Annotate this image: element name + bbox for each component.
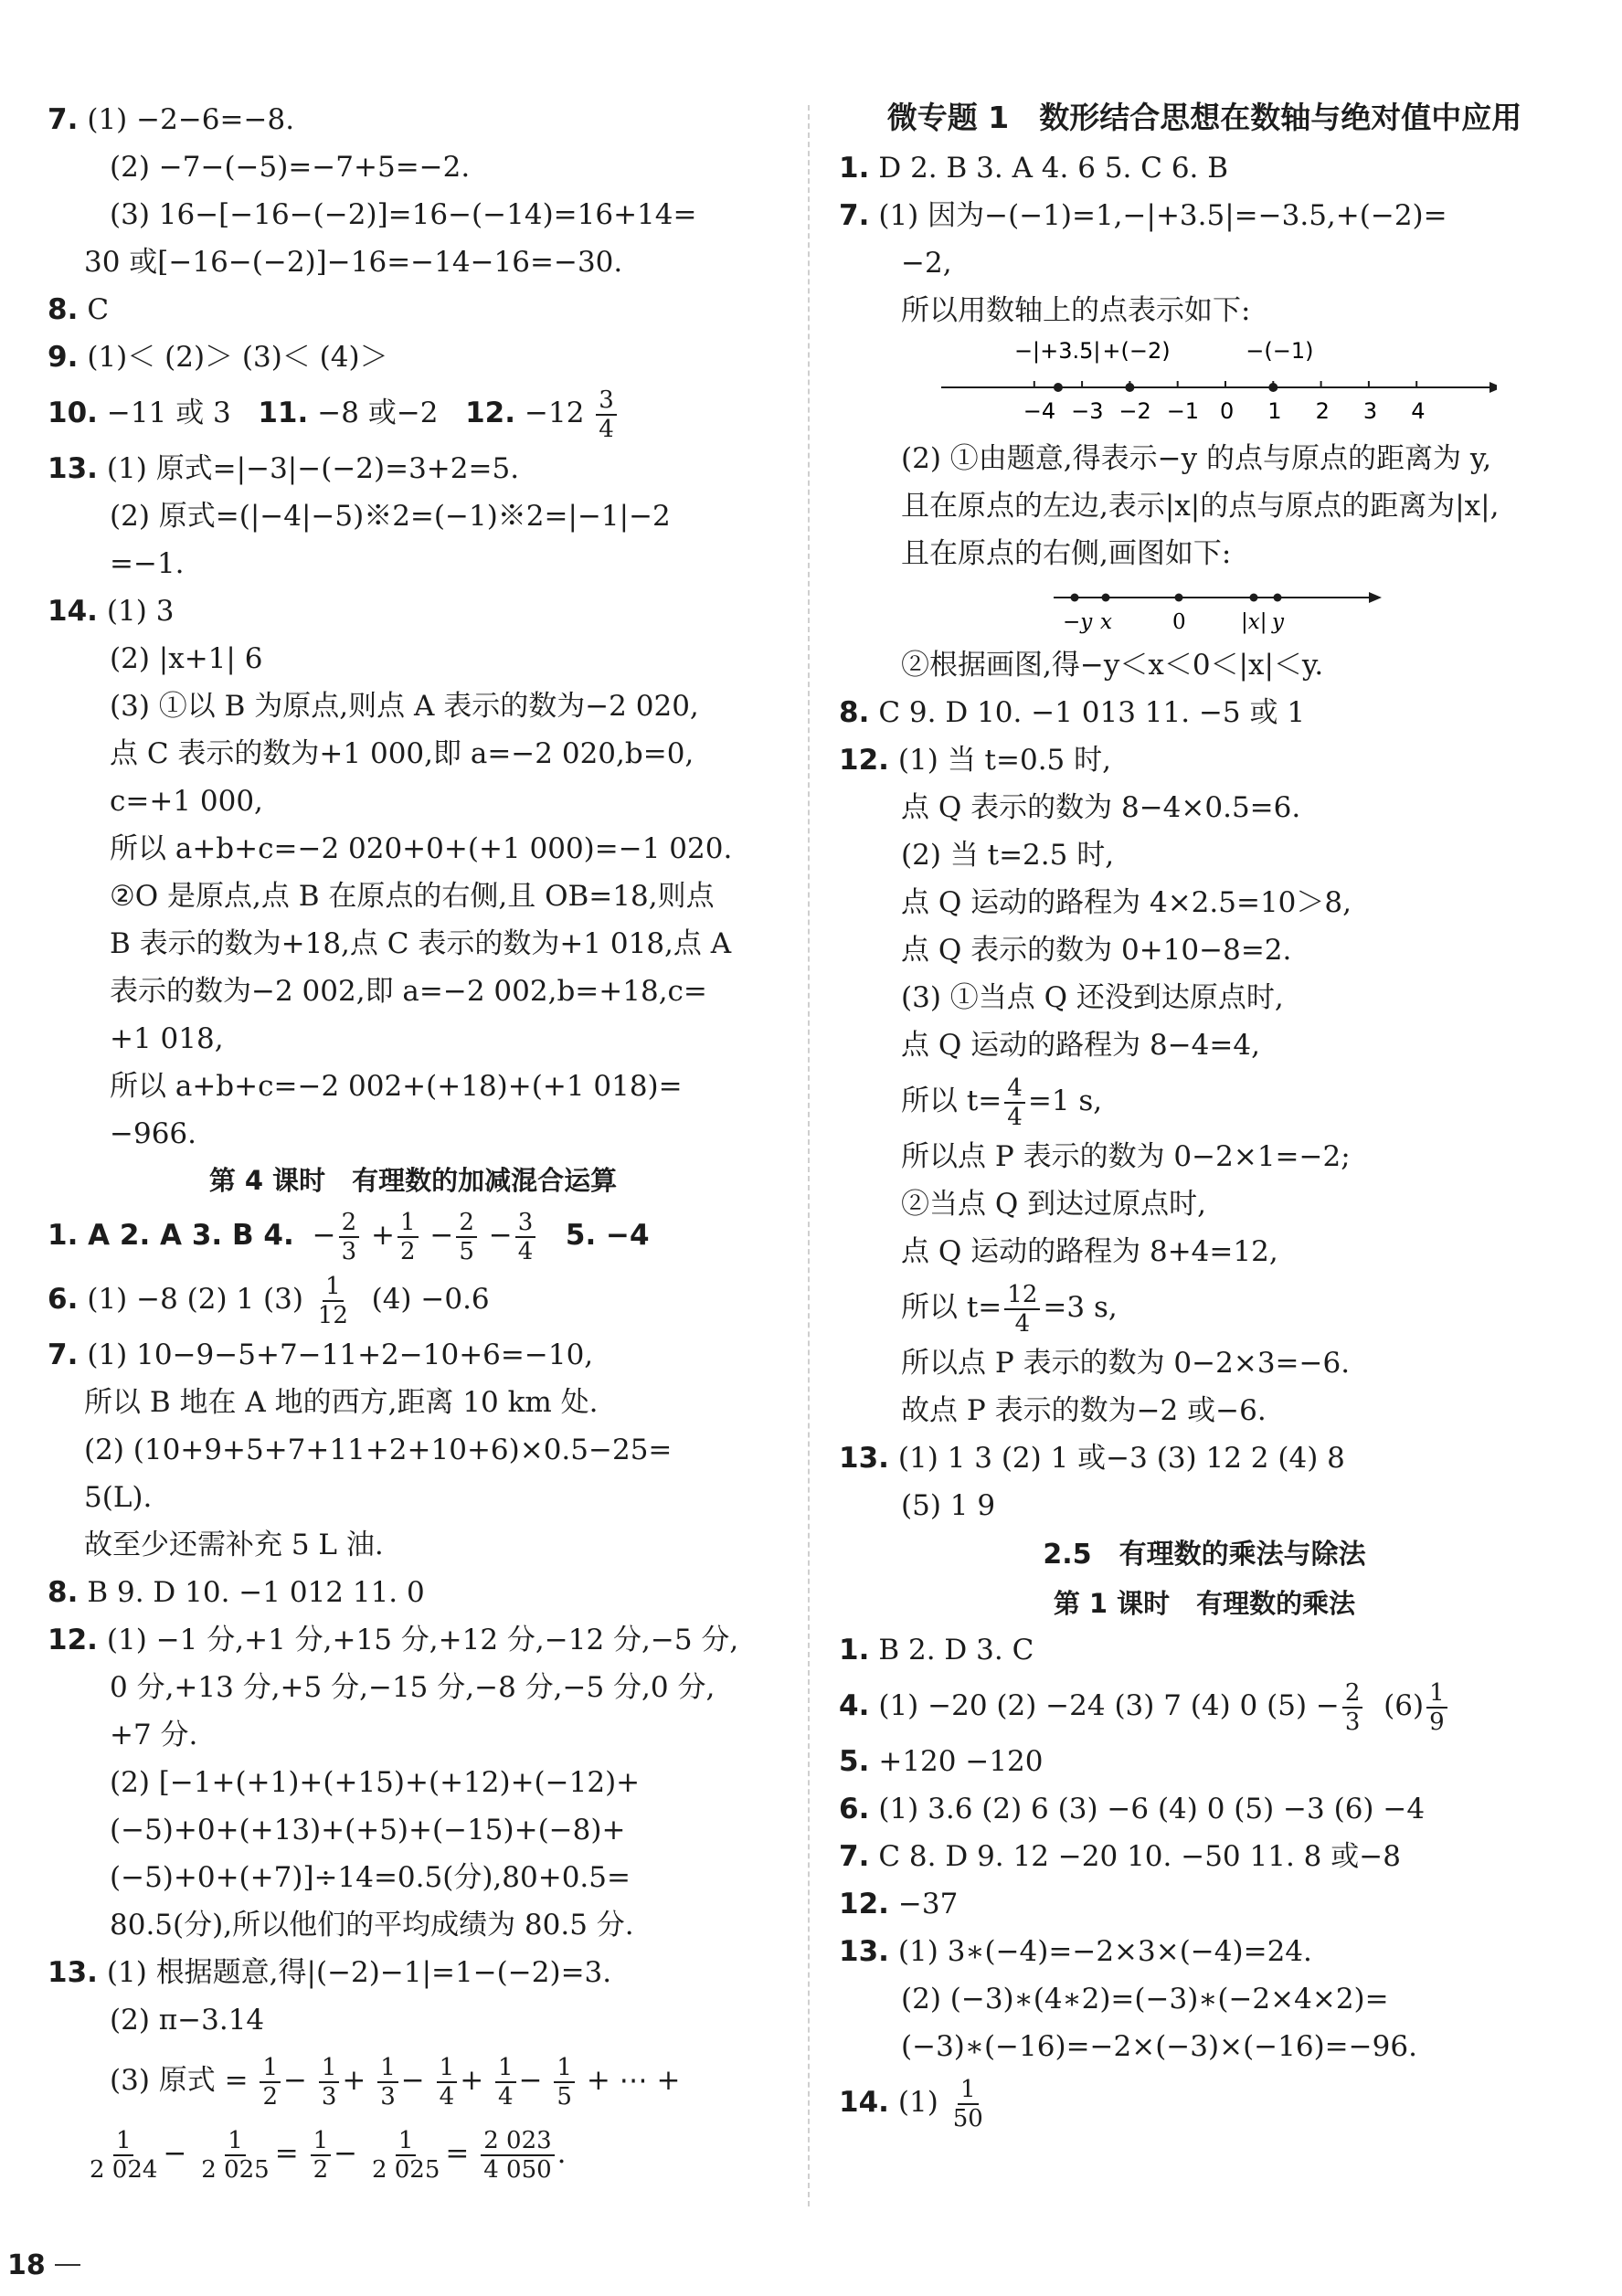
answer-line: 9. (1)＜ (2)＞ (3)＜ (4)＞ <box>48 341 388 374</box>
answer-line: 4. (1) −20 (2) −24 (3) 7 (4) 0 (5) − $\frac{2}{3}$ (6) $\frac{1}{9}$ <box>839 1674 1570 1738</box>
nl1-label: −(−1) <box>1246 338 1314 364</box>
answer-line: (2) (10+9+5+7+11+2+10+6)×0.5−25= <box>84 1434 673 1466</box>
section-heading: 第 4 课时 有理数的加减混合运算 <box>208 1165 618 1196</box>
answer-line: 点 Q 运动的路程为 4×2.5=10＞8, <box>901 886 1352 919</box>
answer-line: (3) ①以 B 为原点,则点 A 表示的数为−2 020, <box>110 690 699 723</box>
answer-line: +7 分. <box>110 1719 198 1751</box>
answer-line: (−3)∗(−16)=−2×(−3)×(−16)=−96. <box>901 2030 1417 2063</box>
answer-line: (3) ①当点 Q 还没到达原点时, <box>901 981 1284 1014</box>
answer-line: (2) ①由题意,得表示−y 的点与原点的距离为 y, <box>901 442 1492 475</box>
answer-line: c=+1 000, <box>110 785 263 818</box>
answer-line: (2) |x+1| 6 <box>110 642 263 675</box>
answer-line: 所以 a+b+c=−2 020+0+(+1 000)=−1 020. <box>110 832 733 865</box>
answer-line: $\frac{1}{2 024}$ − $\frac{1}{2 025}$ = $\frac{1}{2}$ − $\frac{1}{2 025}$ = $\frac{2 023}{4 050}$ . <box>90 2126 567 2184</box>
answer-line: 点 Q 运动的路程为 8+4=12, <box>901 1235 1278 1268</box>
answer-line: 点 C 表示的数为+1 000,即 a=−2 020,b=0, <box>110 737 694 770</box>
answer-line: ②根据画图,得−y＜x＜0＜|x|＜y. <box>901 649 1324 682</box>
nl1-label: −|+3.5| <box>1013 338 1101 364</box>
answer-line: 8. C <box>48 293 110 326</box>
answer-line: 点 Q 表示的数为 0+10−8=2. <box>901 934 1292 967</box>
answer-line: 8. B 9. D 10. −1 012 11. 0 <box>48 1576 425 1609</box>
answer-line: ②当点 Q 到达过原点时, <box>901 1188 1206 1221</box>
answer-line: (2) [−1+(+1)+(+15)+(+12)+(−12)+ <box>110 1766 641 1799</box>
answer-line: (−5)+0+(+13)+(+5)+(−15)+(−8)+ <box>110 1814 626 1846</box>
nl1-tick-label: −4 <box>1023 398 1056 424</box>
nl2-label: −y <box>1063 610 1093 634</box>
answer-line: −2, <box>901 247 952 280</box>
nl1-tick-label: −3 <box>1071 398 1104 424</box>
answer-line: ②O 是原点,点 B 在原点的右侧,且 OB=18,则点 <box>110 880 715 913</box>
answer-line: 且在原点的左边,表示|x|的点与原点的距离为|x|, <box>901 490 1500 523</box>
answer-line: 所以点 P 表示的数为 0−2×1=−2; <box>901 1140 1351 1173</box>
right-column <box>839 91 1570 2134</box>
answer-line: 5. +120 −120 <box>839 1745 1044 1778</box>
section-subheading: 第 1 课时 有理数的乘法 <box>1053 1588 1356 1619</box>
answer-line: 14. (1) $\frac{1}{50}$ <box>839 2075 983 2132</box>
answer-line: B 表示的数为+18,点 C 表示的数为+1 018,点 A <box>110 927 732 960</box>
section-title: 微专题 1 数形结合思想在数轴与绝对值中应用 <box>886 100 1522 135</box>
answer-line: 12. −37 <box>839 1888 959 1920</box>
point-plus-neg2 <box>1125 383 1134 392</box>
answer-line: 12. (1) −1 分,+1 分,+15 分,+12 分,−12 分,−5 分, <box>48 1624 739 1656</box>
answer-line: 所以 a+b+c=−2 002+(+18)+(+1 018)= <box>110 1070 683 1103</box>
answer-line: =−1. <box>110 547 185 580</box>
answer-line: 30 或[−16−(−2)]−16=−14−16=−30. <box>84 246 623 279</box>
answer-line: 故点 P 表示的数为−2 或−6. <box>901 1394 1267 1427</box>
answer-line: 10. −11 或 3 11. −8 或−2 12. −12 $\frac{3}{4}$ <box>48 381 779 445</box>
nl1-tick-label: 2 <box>1315 398 1330 424</box>
answer-line: 6. (1) 3.6 (2) 6 (3) −6 (4) 0 (5) −3 (6) −4 <box>839 1793 1426 1825</box>
page-number: 18 <box>7 2249 46 2281</box>
answer-line: 6. (1) −8 (2) 1 (3) $\frac{1}{12}$ (4) −0.6 <box>48 1272 490 1329</box>
answer-line: 1. D 2. B 3. A 4. 6 5. C 6. B <box>839 152 1229 185</box>
nl2-label: y <box>1272 610 1284 634</box>
nl1-tick-label: 0 <box>1220 398 1235 424</box>
number-line-2 <box>839 577 1570 641</box>
answer-line: 80.5(分),所以他们的平均成绩为 80.5 分. <box>110 1909 634 1942</box>
answer-line: (2) 原式=(|−4|−5)※2=(−1)※2=|−1|−2 <box>110 500 671 533</box>
answer-line: (2) (−3)∗(4∗2)=(−3)∗(−2×4×2)= <box>901 1983 1389 2016</box>
answer-line: +1 018, <box>110 1022 224 1055</box>
answer-line: 7. (1) −2−6=−8. <box>48 103 295 136</box>
answer-line: (3) 原式 = $\frac{1}{2}$ − $\frac{1}{3}$ + $\frac{1}{3}$ − $\frac{1}{4}$ + $\frac{1}{4}$ − $\frac{1}{5}$ + ⋯ + <box>110 2053 681 2111</box>
answer-line: (−5)+0+(+7)]÷14=0.5(分),80+0.5= <box>110 1861 631 1894</box>
nl1-tick-label: 1 <box>1267 398 1282 424</box>
answer-line: 7. (1) 10−9−5+7−11+2−10+6=−10, <box>48 1338 594 1371</box>
answer-line: 8. C 9. D 10. −1 013 11. −5 或 1 <box>839 696 1306 729</box>
nl1-tick-label: −1 <box>1166 398 1200 424</box>
answer-line: 所以用数轴上的点表示如下: <box>901 294 1251 327</box>
answer-line: 1. B 2. D 3. C <box>839 1634 1034 1666</box>
nl2-label: x <box>1100 610 1112 634</box>
answer-line: −966. <box>110 1117 196 1150</box>
answer-line: (2) 当 t=2.5 时, <box>901 839 1115 872</box>
answer-line: 所以 B 地在 A 地的西方,距离 10 km 处. <box>84 1386 599 1419</box>
page-number-dash <box>55 2264 80 2266</box>
number-line-1 <box>839 334 1570 435</box>
answer-line: 14. (1) 3 <box>48 595 175 628</box>
answer-line: 1. A 2. A 3. B 4. − $\frac{2}{3}$ + $\frac{1}{2}$ − $\frac{2}{5}$ − $\frac{3}{4}$ 5. −4 <box>48 1208 650 1265</box>
section-heading: 2.5 有理数的乘法与除法 <box>1043 1539 1366 1571</box>
answer-line: 点 Q 运动的路程为 8−4=4, <box>901 1029 1260 1062</box>
answer-line: 且在原点的右侧,画图如下: <box>901 537 1232 570</box>
answer-line: 所以点 P 表示的数为 0−2×3=−6. <box>901 1347 1351 1380</box>
point-neg-neg1 <box>1268 383 1277 392</box>
nl2-label: 0 <box>1172 610 1186 634</box>
answer-line: 7. C 8. D 9. 12 −20 10. −50 11. 8 或−8 <box>839 1840 1401 1873</box>
answer-line: (5) 1 9 <box>901 1489 996 1522</box>
fraction: $\frac{3}{4}$ <box>596 386 617 443</box>
nl1-tick-label: −2 <box>1118 398 1151 424</box>
answer-line: (2) π−3.14 <box>110 2004 265 2037</box>
answer-line: 5(L). <box>84 1481 153 1514</box>
answer-line: 13. (1) 根据题意,得|(−2)−1|=1−(−2)=3. <box>48 1956 612 1989</box>
answer-line: 7. (1) 因为−(−1)=1,−|+3.5|=−3.5,+(−2)= <box>839 199 1447 232</box>
answer-line: 点 Q 表示的数为 8−4×0.5=6. <box>901 791 1301 824</box>
left-column <box>48 96 779 2190</box>
column-divider <box>808 105 810 2206</box>
answer-line: 故至少还需补充 5 L 油. <box>84 1529 384 1561</box>
nl1-tick-label: 4 <box>1411 398 1426 424</box>
point-neg-abs-3.5 <box>1054 383 1063 392</box>
answer-line: 13. (1) 1 3 (2) 1 或−3 (3) 12 2 (4) 8 <box>839 1442 1345 1475</box>
nl2-label: |x| <box>1241 610 1267 634</box>
answer-line: (2) −7−(−5)=−7+5=−2. <box>110 151 471 184</box>
answer-line: 所以 t= $\frac{4}{4}$ =1 s, <box>901 1074 1103 1131</box>
answer-line: 所以 t= $\frac{12}{4}$ =3 s, <box>901 1280 1118 1338</box>
nl1-label: +(−2) <box>1102 338 1171 364</box>
answer-line: 13. (1) 3∗(−4)=−2×3×(−4)=24. <box>839 1935 1312 1968</box>
answer-line: 13. (1) 原式=|−3|−(−2)=3+2=5. <box>48 452 520 485</box>
answer-line: 0 分,+13 分,+5 分,−15 分,−8 分,−5 分,0 分, <box>110 1671 716 1704</box>
answer-line: (3) 16−[−16−(−2)]=16−(−14)=16+14= <box>110 198 697 231</box>
answer-line: 表示的数为−2 002,即 a=−2 002,b=+18,c= <box>110 975 707 1008</box>
nl1-tick-label: 3 <box>1362 398 1378 424</box>
answer-line: 12. (1) 当 t=0.5 时, <box>839 744 1111 777</box>
